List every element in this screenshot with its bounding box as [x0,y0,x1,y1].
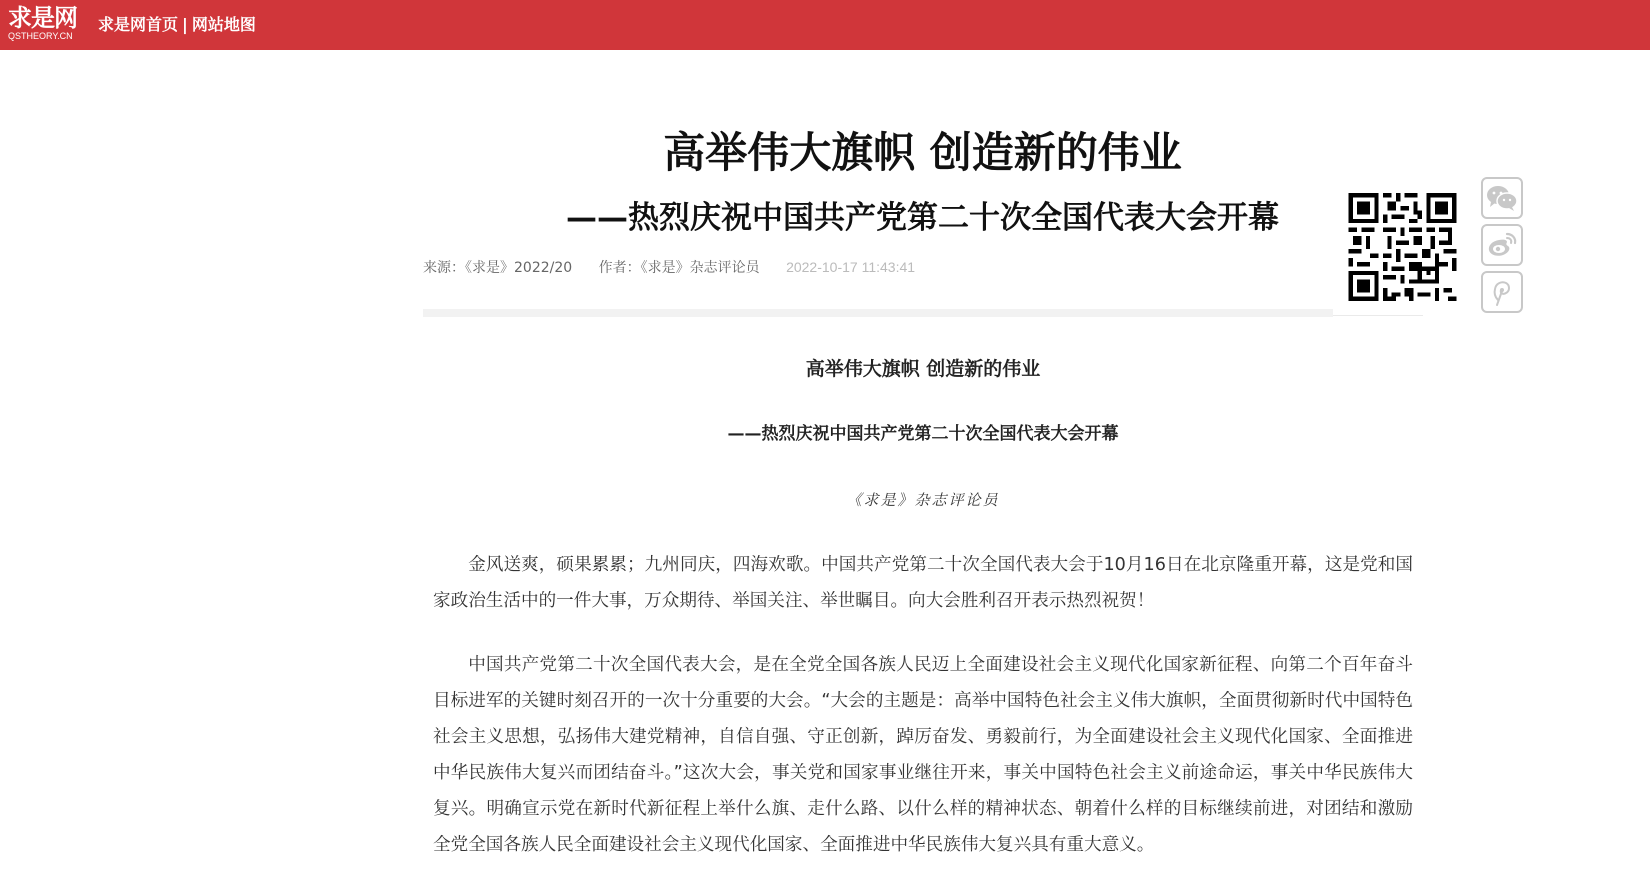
author-label: 作者： [598,260,641,276]
top-nav [98,14,256,36]
page-subtitle: ——热烈庆祝中国共产党第二十次全国代表大会开幕 [566,200,1279,236]
weibo-icon [1486,231,1518,259]
header-divider [423,309,1333,317]
qr-code [1348,193,1457,301]
page-title: 高举伟大旗帜 创造新的伟业 [663,128,1182,177]
nav-sitemap-link[interactable]: 网站地图 [191,15,256,34]
share-pin-button[interactable] [1481,271,1523,313]
wechat-icon [1486,184,1518,212]
article-heading: 高举伟大旗帜 创造新的伟业 [805,358,1041,380]
qr-code-icon [1348,193,1457,301]
publish-datetime: 2022-10-17 11:43:41 [786,259,916,275]
share-wechat-button[interactable] [1481,177,1523,219]
article-paragraph: 金风送爽，硕果累累；九州同庆，四海欢歌。中国共产党第二十次全国代表大会于10月16日在北京隆重开幕，这是党和国家政治生活中的一件大事，万众期待、举国关注、举世瞩目。向大会胜利召开表示热烈祝贺！ [433,555,1413,611]
pin-icon [1486,276,1518,308]
article-meta [423,257,937,278]
header-divider-line [1333,315,1423,316]
article-byline: 《求是》杂志评论员 [846,491,1000,509]
share-weibo-button[interactable] [1481,224,1523,266]
source-label: 来源： [423,260,465,276]
logo-text-cn: 求是网 [8,4,77,32]
source-value: 《求是》2022/20 [465,260,573,276]
nav-separator: | [182,15,188,34]
top-bar [0,0,1650,50]
author-value: 《求是》杂志评论员 [640,260,760,276]
article-paragraph: 中国共产党第二十次全国代表大会，是在全党全国各族人民迈上全面建设社会主义现代化国家新征程、向第二个百年奋斗目标进军的关键时刻召开的一次十分重要的大会。“大会的主题是：高举中国特色社会主义伟大旗帜，全面贯彻新时代中国特色社会主义思想，弘扬伟大建党精神，自信自强、守正创新，踔厉奋发、勇毅前行，为全面建设社会主义现代化国家、全面推进中华民族伟大复兴而团结奋斗。”这次大会，事关党和国家事业继往开来，事关中国特色社会主义前途命运，事关中华民族伟大复兴。明确宣示党在新时代新征程上举什么旗、走什么路、以什么样的精神状态、朝着什么样的目标继续前进，对团结和激励全党全国各族人民全面建设社会主义现代化国家、全面推进中华民族伟大复兴具有重大意义。 [433,655,1413,855]
source-info [423,260,572,276]
logo-text-en: QSTHEORY.CN [8,31,73,41]
author-info [599,260,760,276]
nav-home-link[interactable]: 求是网首页 [98,15,179,34]
article-subheading: ——热烈庆祝中国共产党第二十次全国代表大会开幕 [727,424,1119,444]
site-logo[interactable] [8,5,82,43]
